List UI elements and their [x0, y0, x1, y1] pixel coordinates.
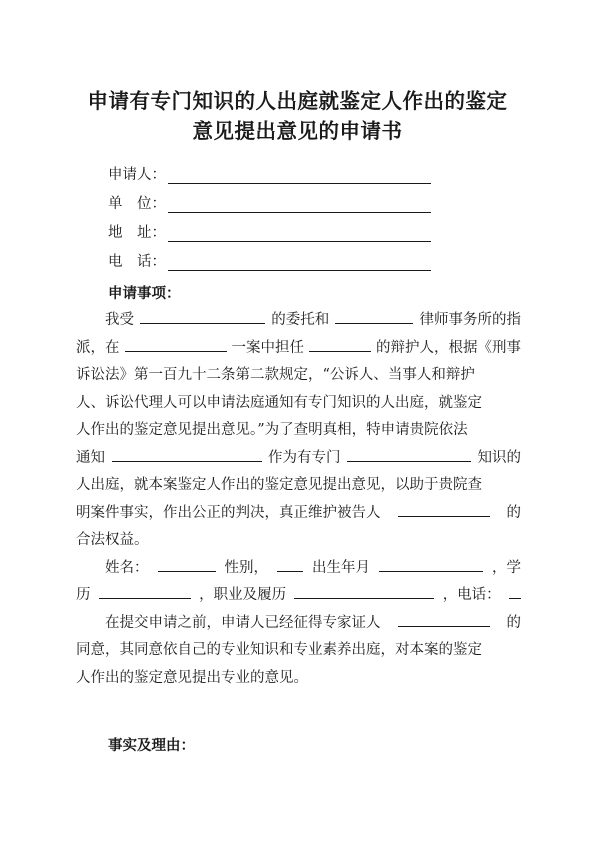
education-field	[99, 583, 191, 599]
para2-line-1: 姓名： 性别， 出生年月 ，学	[76, 555, 521, 583]
unit-label: 单 位：	[108, 196, 166, 212]
title-line-2: 意见提出意见的申请书	[192, 119, 403, 143]
request-heading: 申请事项：	[108, 286, 181, 302]
para1-line-9: 合法权益。	[76, 532, 149, 548]
defendant-blank	[309, 336, 371, 352]
para1-line-4: 人、诉讼代理人可以申请法庭通知有专门知识的人出庭，就鉴定	[76, 394, 482, 411]
phone-field	[108, 247, 431, 271]
para1-line-8: 明案件事实，作出公正的判决，真正维护被告人 的	[76, 500, 521, 528]
para3-line-1: 在提交申请之前，申请人已经征得专家证人 的	[76, 610, 521, 638]
address-label: 地 址：	[108, 225, 166, 241]
address-field	[108, 218, 431, 242]
para3-line-3: 人作出的鉴定意见提出专业的意见。	[76, 669, 308, 686]
birth-field	[379, 556, 483, 572]
applicant-label: 申请人：	[108, 167, 166, 183]
expert-phone-field	[509, 583, 521, 599]
para1-line-3: 诉讼法》第一百九十二条第二款规定，“公诉人、当事人和辩护	[76, 367, 475, 383]
facts-heading: 事实及理由：	[108, 738, 195, 754]
para1-line-5: 人作出的鉴定意见提出意见。”为了查明真相，特申请贵院依法	[76, 422, 468, 438]
para1-line-1: 我受 的委托和 律师事务所的指	[76, 307, 521, 335]
address-blank	[168, 223, 431, 242]
expert-name-blank	[112, 446, 262, 462]
document-title	[60, 86, 535, 146]
expert-name-field	[158, 556, 216, 572]
case-blank	[125, 336, 227, 352]
law-firm-blank	[335, 308, 413, 324]
applicant-blank	[168, 165, 431, 184]
title-line-1: 申请有专门知识的人出庭就鉴定人作出的鉴定	[87, 89, 508, 113]
client-blank	[140, 308, 265, 324]
expert-witness-blank	[398, 611, 490, 627]
defendant-name-blank	[398, 501, 490, 517]
expertise-blank	[347, 446, 471, 462]
para1-line-6: 通知 作为有专门 知识的	[76, 445, 521, 473]
unit-field	[108, 189, 431, 213]
phone-label: 电 话：	[108, 254, 166, 270]
para3-line-2: 同意，其同意依自己的专业知识和专业素养出庭，对本案的鉴定	[76, 642, 482, 658]
phone-blank	[168, 252, 431, 271]
applicant-field	[108, 160, 431, 184]
unit-blank	[168, 194, 431, 213]
para1-line-2: 派，在 一案中担任 的辩护人，根据《刑事	[76, 335, 521, 363]
request-body	[76, 307, 521, 692]
career-field	[294, 583, 434, 599]
para2-line-2: 历 ，职业及履历 ，电话：	[76, 582, 521, 610]
gender-field	[277, 556, 303, 572]
para1-line-7: 人出庭，就本案鉴定人作出的鉴定意见提出意见，以助于贵院查	[76, 477, 482, 493]
